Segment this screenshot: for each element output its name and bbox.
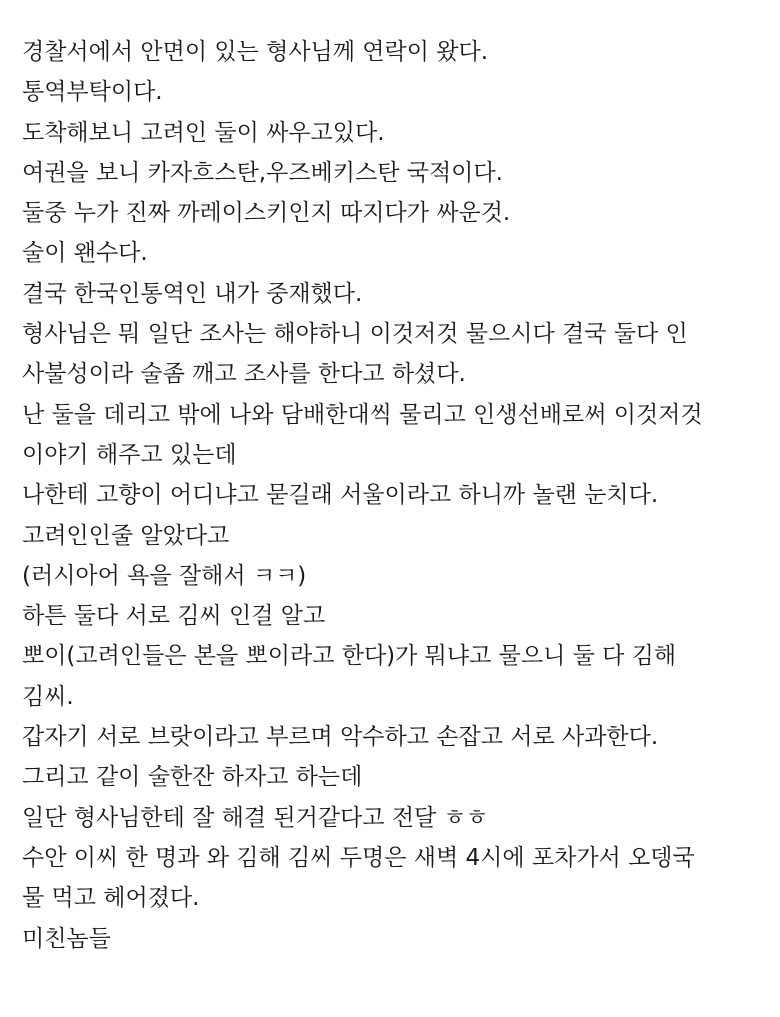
text-line: 물 먹고 헤어졌다. [22,885,200,912]
text-line: 술이 왠수다. [22,240,148,267]
text-line: 뽀이(고려인들은 본을 뽀이라고 한다)가 뭐냐고 물으니 둘 다 김해 [22,643,677,670]
text-line: 둘중 누가 진짜 까레이스키인지 따지다가 싸운것. [22,200,511,227]
text-line: 고려인인줄 알았다고 [22,522,230,549]
text-line: 일단 형사님한테 잘 해결 된거같다고 전달 ㅎㅎ [22,804,489,831]
text-line: 갑자기 서로 브랏이라고 부르며 악수하고 손잡고 서로 사과한다. [22,724,659,751]
text-line: 난 둘을 데리고 밖에 나와 담배한대씩 물리고 인생선배로써 이것저것 [22,401,703,428]
text-line: 통역부탁이다. [22,79,163,106]
text-line: 나한테 고향이 어디냐고 묻길래 서울이라고 하니까 놀랜 눈치다. [22,482,659,509]
text-line: 미친놈들 [22,925,111,952]
text-line: 수안 이씨 한 명과 와 김해 김씨 두명은 새벽 4시에 포차가서 오뎅국 [22,844,695,871]
text-line: 여권을 보니 카자흐스탄,우즈베키스탄 국적이다. [22,159,503,186]
text-line: 김씨. [22,683,74,710]
text-line: 그리고 같이 술한잔 하자고 하는데 [22,764,363,791]
text-line: 사불성이라 술좀 깨고 조사를 한다고 하셨다. [22,361,466,388]
post-body [22,32,762,959]
text-line: 이야기 해주고 있는데 [22,441,237,468]
text-line: 경찰서에서 안면이 있는 형사님께 연락이 왔다. [22,39,489,65]
text-line: 도착해보니 고려인 둘이 싸우고있다. [22,119,385,146]
text-line: 결국 한국인통역인 내가 중재했다. [22,280,363,307]
text-line: 형사님은 뭐 일단 조사는 해야하니 이것저것 물으시다 결국 둘다 인 [22,321,688,348]
text-line: 하튼 둘다 서로 김씨 인걸 알고 [22,603,326,630]
text-line: (러시아어 욕을 잘해서 ㅋㅋ) [22,562,307,589]
